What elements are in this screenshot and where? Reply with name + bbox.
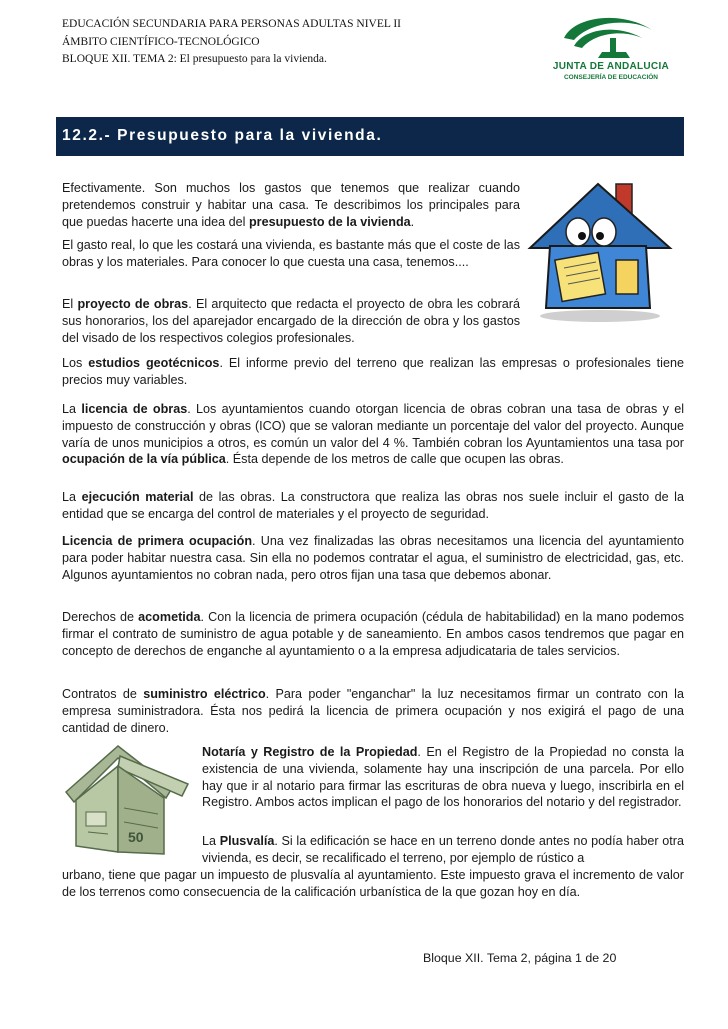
text: La xyxy=(62,402,82,416)
text: . En el Registro de la Propiedad no consta la existencia de una vivienda, solamente hay una inscripción de una parcela. Por ello hay que ir al notario para firmar las escrituras de obra nueva y luego, inscribirla en el Registro. Ambos actos implican el pago de los honorarios del notario y del registrador. xyxy=(202,745,685,810)
logo-title: JUNTA DE ANDALUCIA xyxy=(552,61,670,72)
text: . Una vez finalizadas las obras necesitamos una licencia del ayuntamiento para poder habitar nuestra casa. Sin ella no podemos contratar el agua, el suministro de electricidad, gas, etc. Algunos ayuntamientos no cobran nada, pero otros fijan una tasa que debemos abonar. xyxy=(62,534,684,582)
bold-term: ocupación de la vía pública xyxy=(62,452,226,467)
bold-term: acometida xyxy=(138,610,201,624)
header-line-3: BLOQUE XII. TEMA 2: El presupuesto para la vivienda. xyxy=(62,53,327,65)
paragraph-primera-ocupacion xyxy=(62,533,684,583)
text: . Si la edificación se hace en un terreno donde antes no podía haber otra vivienda, es decir, se recalificado el terreno, por ejemplo de rústico a xyxy=(202,834,684,865)
money-house-illustration xyxy=(60,742,192,858)
text: . El informe previo del terreno que realizan las empresas o profesionales tiene precios muy variables. xyxy=(62,356,684,387)
paragraph-ejecucion xyxy=(62,489,684,523)
text: . xyxy=(410,214,415,229)
paragraph-plusvalia-start xyxy=(202,833,684,867)
paragraph-gasto: El gasto real, lo que les costará una vivienda, es bastante más que el coste de las obras y los materiales. Para conocer lo que cuesta una casa, tenemos.... xyxy=(62,238,520,269)
page-footer: Bloque XII. Tema 2, página 1 de 20 xyxy=(423,951,617,965)
paragraph-notaria xyxy=(202,744,684,811)
section-title: 12.2.- Presupuesto para la vivienda. xyxy=(62,127,383,144)
paragraph-acometida xyxy=(62,609,684,659)
text: de las obras. La constructora que realiza las obras nos suele incluir el gasto de la entidad que se encarga del control de materiales y el proyecto de seguridad. xyxy=(62,490,684,521)
bold-term: estudios geotécnicos xyxy=(88,356,220,370)
paragraph-plusvalia-end: urbano, tiene que pagar un impuesto de plusvalía al ayuntamiento. Este impuesto grava el incremento de valor de los terrenos como consecuencia de la calificación urbanística de la que gozan hoy en día. xyxy=(62,868,684,899)
house-reading-illustration xyxy=(520,176,682,326)
document-header xyxy=(62,16,401,69)
text: . Con la licencia de primera ocupación (cédula de habitabilidad) en la mano podemos firmar el contrato de suministro de agua potable y de saneamiento. En ambos casos tendremos que pagar en concepto de derechos de enganche al ayuntamiento o a la empresa adjudicataria de tales servicios. xyxy=(62,610,685,658)
junta-emblem-icon xyxy=(552,8,670,64)
bold-term: Licencia de primera ocupación xyxy=(62,534,253,548)
header-line-1: EDUCACIÓN SECUNDARIA PARA PERSONAS ADULTAS NIVEL II xyxy=(62,18,402,30)
text: Derechos de xyxy=(62,610,139,624)
bold-term: Notaría y Registro de la Propiedad xyxy=(202,745,418,759)
header-line-2: ÁMBITO CIENTÍFICO-TECNOLÓGICO xyxy=(62,35,260,48)
text: El xyxy=(62,297,78,311)
text: Contratos de xyxy=(62,687,144,701)
text: . Los ayuntamientos cuando otorgan licencia de obras cobran una tasa de obras y el impuesto de construcción y obras (ICO) que se valoran mediante un porcentaje del valor del proyecto. Aunque varía de unos municipios a otros, es común un valor del 4 %. También cobran los Ayuntamientos una tasa por xyxy=(62,402,684,450)
paragraph-contratos xyxy=(62,686,684,736)
text: La xyxy=(62,490,82,504)
junta-de-andalucia-logo xyxy=(552,8,670,94)
text: . Para poder "enganchar" la luz necesitamos firmar un contrato con la empresa suministradora. Ésta nos pedirá la licencia de primera ocupación y nos exigirá el pago de una cantidad de dinero. xyxy=(62,687,684,735)
logo-subtitle: CONSEJERÍA DE EDUCACIÓN xyxy=(563,74,659,81)
section-title-bar xyxy=(56,117,684,156)
text: La xyxy=(202,834,220,848)
bold-term: proyecto de obras xyxy=(77,297,189,311)
paragraph-licencia xyxy=(62,401,684,468)
paragraph-estudios xyxy=(62,355,684,389)
text: Efectivamente. Son muchos los gastos que tenemos que realizar cuando pretendemos construir y habitar una casa. Te describimos los principales para que puedas hacerte una idea del xyxy=(62,181,520,229)
text: Los xyxy=(62,356,89,370)
bold-term: Plusvalía xyxy=(219,834,275,848)
text: . El arquitecto que redacta el proyecto de obra les cobrará sus honorarios, los del aparejador encargado de la dirección de obra y los gastos del visado de los respectivos colegios profesionales. xyxy=(62,297,520,345)
bold-term: suministro eléctrico xyxy=(143,687,266,701)
paragraph-intro xyxy=(62,180,520,230)
paragraph-proyecto xyxy=(62,296,520,346)
money-label: 50 xyxy=(128,829,144,845)
text: . Ésta depende de los metros de calle que ocupen las obras. xyxy=(225,452,564,467)
bold-term: ejecución material xyxy=(81,490,194,504)
bold-term: licencia de obras xyxy=(81,402,188,416)
bold-term: presupuesto de la vivienda xyxy=(248,214,411,229)
